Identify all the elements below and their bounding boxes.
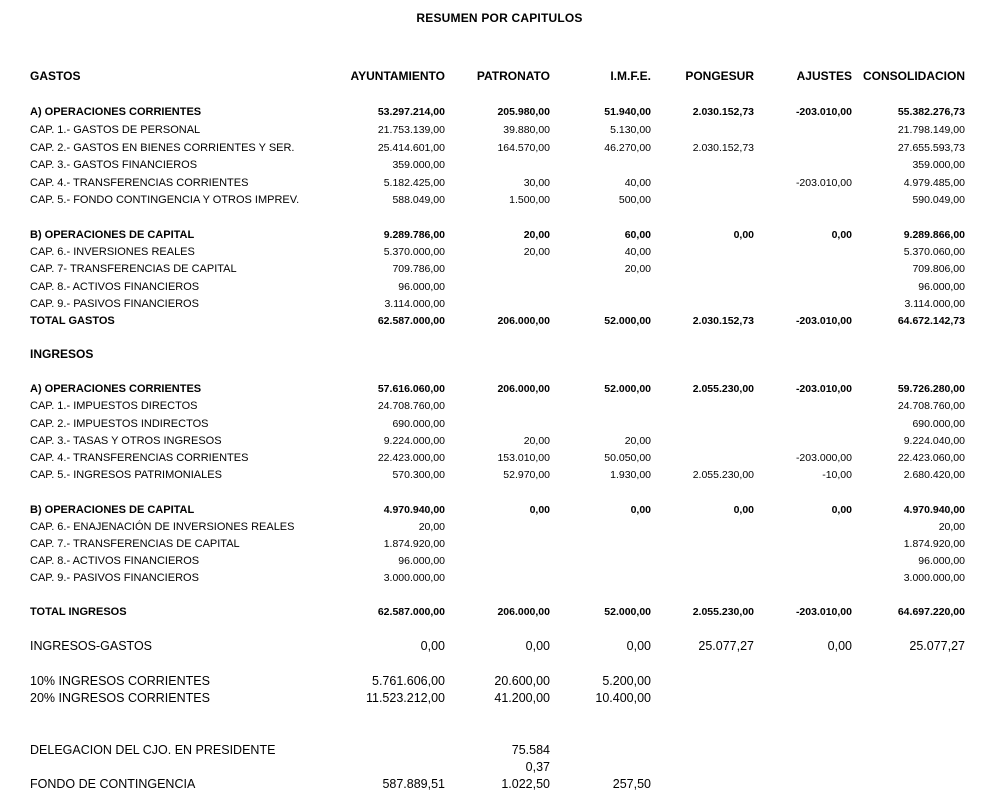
pongesur-cell: 2.055.230,00 <box>692 383 754 395</box>
consolidacion-cell: 4.970.940,00 <box>903 504 965 516</box>
row-label: CAP. 1.- IMPUESTOS DIRECTOS <box>30 400 198 412</box>
ayuntamiento-cell: 11.523.212,00 <box>365 691 445 705</box>
table-row <box>0 467 999 483</box>
imfe-cell: 20,00 <box>624 263 651 275</box>
table-row <box>0 175 999 191</box>
table-row <box>0 261 999 277</box>
section-total-row <box>0 104 999 120</box>
imfe-cell: 10.400,00 <box>595 691 651 705</box>
imfe-cell: 52.000,00 <box>604 606 651 618</box>
table-row <box>0 570 999 586</box>
ayuntamiento-cell: 1.874.920,00 <box>383 538 445 550</box>
patronato-cell: 0,37 <box>525 760 550 774</box>
ayuntamiento-cell: 96.000,00 <box>398 555 445 567</box>
consolidacion-cell: 96.000,00 <box>918 555 965 567</box>
consolidacion-cell: 21.798.149,00 <box>897 124 965 136</box>
row-label: FONDO DE CONTINGENCIA <box>30 777 196 791</box>
ayuntamiento-cell: 57.616.060,00 <box>377 383 445 395</box>
patronato-cell: 1.500,00 <box>509 194 550 206</box>
ingresos-heading: INGRESOS <box>30 347 94 361</box>
row-label: CAP. 7- TRANSFERENCIAS DE CAPITAL <box>30 263 237 275</box>
consolidacion-cell: 5.370.060,00 <box>903 246 965 258</box>
row-label: CAP. 5.- FONDO CONTINGENCIA Y OTROS IMPREV. <box>30 194 300 206</box>
ayuntamiento-cell: 9.224.000,00 <box>383 435 445 447</box>
imfe-cell: 52.000,00 <box>604 315 651 327</box>
patronato-cell: 20,00 <box>523 229 550 241</box>
ayuntamiento-cell: 588.049,00 <box>392 194 445 206</box>
ayuntamiento-cell: 25.414.601,00 <box>377 142 445 154</box>
row-label: CAP. 8.- ACTIVOS FINANCIEROS <box>30 281 200 293</box>
row-label: B) OPERACIONES DE CAPITAL <box>30 229 195 241</box>
table-row <box>0 122 999 138</box>
ayuntamiento-cell: 570.300,00 <box>392 469 445 481</box>
table-row <box>0 192 999 208</box>
ayuntamiento-cell: 3.114.000,00 <box>384 298 445 310</box>
consolidacion-cell: 22.423.060,00 <box>897 452 965 464</box>
ayuntamiento-cell: 62.587.000,00 <box>377 315 445 327</box>
ajustes-cell: 0,00 <box>831 229 852 241</box>
table-row <box>0 553 999 569</box>
column-header-row <box>0 68 999 84</box>
consolidacion-cell: 55.382.276,73 <box>897 106 965 118</box>
pongesur-cell: 2.055.230,00 <box>692 469 754 481</box>
ayuntamiento-cell: 587.889,51 <box>382 777 445 791</box>
imfe-cell: 50.050,00 <box>604 452 651 464</box>
ayuntamiento-cell: 9.289.786,00 <box>383 229 445 241</box>
patronato-cell: 0,00 <box>529 504 550 516</box>
section-total-row <box>0 381 999 397</box>
patronato-cell: 52.970,00 <box>503 469 550 481</box>
pongesur-cell: 2.030.152,73 <box>692 142 754 154</box>
ayuntamiento-cell: 5.370.000,00 <box>383 246 445 258</box>
ajustes-cell: -203.010,00 <box>795 383 852 395</box>
consolidacion-cell: 709.806,00 <box>912 263 965 275</box>
ajustes-cell: -10,00 <box>822 469 852 481</box>
pongesur-cell: 2.030.152,73 <box>692 315 754 327</box>
patronato-cell: 20,00 <box>523 435 550 447</box>
ajustes-cell: AJUSTES <box>796 69 852 83</box>
patronato-cell: 41.200,00 <box>494 691 550 705</box>
consolidacion-cell: 25.077,27 <box>909 639 965 653</box>
row-label: CAP. 4.- TRANSFERENCIAS CORRIENTES <box>30 177 249 189</box>
table-row <box>0 450 999 466</box>
row-label: GASTOS <box>30 69 81 83</box>
consolidacion-cell: 3.114.000,00 <box>904 298 965 310</box>
row-label: CAP. 6.- INVERSIONES REALES <box>30 246 195 258</box>
section-total-row <box>0 502 999 518</box>
imfe-cell: 46.270,00 <box>604 142 651 154</box>
ayuntamiento-cell: 4.970.940,00 <box>383 504 445 516</box>
consolidacion-cell: 4.979.485,00 <box>903 177 965 189</box>
ayuntamiento-cell: 3.000.000,00 <box>383 572 445 584</box>
table-row <box>0 244 999 260</box>
consolidacion-cell: 3.000.000,00 <box>903 572 965 584</box>
consolidacion-cell: 64.697.220,00 <box>897 606 965 618</box>
row-label: CAP. 6.- ENAJENACIÓN DE INVERSIONES REALES <box>30 521 295 533</box>
grand-total-row <box>0 604 999 620</box>
imfe-cell: 40,00 <box>624 246 651 258</box>
table-row <box>0 140 999 156</box>
ayuntamiento-cell: 5.182.425,00 <box>383 177 445 189</box>
imfe-cell: 20,00 <box>624 435 651 447</box>
patronato-cell: 39.880,00 <box>503 124 550 136</box>
consolidacion-cell: 64.672.142,73 <box>897 315 965 327</box>
imfe-cell: 60,00 <box>624 229 651 241</box>
report-title: RESUMEN POR CAPITULOS <box>416 11 583 25</box>
table-row <box>0 398 999 414</box>
consolidacion-cell: 2.680.420,00 <box>903 469 965 481</box>
imfe-cell: 5.130,00 <box>610 124 651 136</box>
patronato-cell: 153.010,00 <box>497 452 550 464</box>
patronato-cell: 206.000,00 <box>497 315 550 327</box>
ayuntamiento-cell: 96.000,00 <box>398 281 445 293</box>
row-label: TOTAL INGRESOS <box>30 606 127 618</box>
table-row <box>0 279 999 295</box>
consolidacion-cell: 96.000,00 <box>918 281 965 293</box>
row-label: CAP. 2.- IMPUESTOS INDIRECTOS <box>30 418 209 430</box>
patronato-cell: 20.600,00 <box>494 674 550 688</box>
imfe-cell: 5.200,00 <box>602 674 651 688</box>
patronato-cell: PATRONATO <box>476 69 550 83</box>
consolidacion-cell: 9.289.866,00 <box>903 229 965 241</box>
consolidacion-cell: 20,00 <box>938 521 965 533</box>
patronato-cell: 164.570,00 <box>497 142 550 154</box>
patronato-cell: 206.000,00 <box>497 606 550 618</box>
row-label: CAP. 3.- GASTOS FINANCIEROS <box>30 159 198 171</box>
consolidacion-cell: 690.000,00 <box>912 418 965 430</box>
ajustes-cell: 0,00 <box>831 504 852 516</box>
row-label: CAP. 1.- GASTOS DE PERSONAL <box>30 124 201 136</box>
section-total-row <box>0 227 999 243</box>
ayuntamiento-cell: 62.587.000,00 <box>377 606 445 618</box>
imfe-cell: 0,00 <box>630 504 651 516</box>
ajustes-cell: -203.010,00 <box>795 106 852 118</box>
consolidacion-cell: 590.049,00 <box>912 194 965 206</box>
row-label: CAP. 8.- ACTIVOS FINANCIEROS <box>30 555 200 567</box>
percentage-row <box>0 690 999 706</box>
consolidacion-cell: 1.874.920,00 <box>903 538 965 550</box>
ayuntamiento-cell: 53.297.214,00 <box>377 106 445 118</box>
patronato-cell: 206.000,00 <box>497 383 550 395</box>
row-label: 10% INGRESOS CORRIENTES <box>30 674 210 688</box>
table-row <box>0 416 999 432</box>
ajustes-cell: 0,00 <box>827 639 852 653</box>
ajustes-cell: -203.010,00 <box>795 315 852 327</box>
row-label: CAP. 9.- PASIVOS FINANCIEROS <box>30 298 199 310</box>
ayuntamiento-cell: 22.423.000,00 <box>377 452 445 464</box>
row-label: B) OPERACIONES DE CAPITAL <box>30 504 195 516</box>
ajustes-cell: -203.000,00 <box>795 452 852 464</box>
percentage-row <box>0 673 999 689</box>
pongesur-cell: 2.030.152,73 <box>692 106 754 118</box>
patronato-cell: 20,00 <box>523 246 550 258</box>
row-label: A) OPERACIONES CORRIENTES <box>30 106 202 118</box>
imfe-cell: 1.930,00 <box>610 469 651 481</box>
ajustes-cell: -203.010,00 <box>795 606 852 618</box>
row-label: 20% INGRESOS CORRIENTES <box>30 691 210 705</box>
row-label: CAP. 5.- INGRESOS PATRIMONIALES <box>30 469 222 481</box>
patronato-cell: 30,00 <box>523 177 550 189</box>
ayuntamiento-cell: 690.000,00 <box>392 418 445 430</box>
table-row <box>0 519 999 535</box>
row-label: INGRESOS-GASTOS <box>30 639 153 653</box>
grand-total-row <box>0 313 999 329</box>
consolidacion-cell: 24.708.760,00 <box>897 400 965 412</box>
fondo-row <box>0 776 999 792</box>
ayuntamiento-cell: 20,00 <box>418 521 445 533</box>
imfe-cell: 0,00 <box>626 639 651 653</box>
row-label: CAP. 2.- GASTOS EN BIENES CORRIENTES Y SER. <box>30 142 295 154</box>
ajustes-cell: -203.010,00 <box>795 177 852 189</box>
consolidacion-cell: 359.000,00 <box>912 159 965 171</box>
ayuntamiento-cell: 709.786,00 <box>392 263 445 275</box>
row-label: CAP. 3.- TASAS Y OTROS INGRESOS <box>30 435 222 447</box>
pongesur-cell: 25.077,27 <box>698 639 754 653</box>
consolidacion-cell: 59.726.280,00 <box>897 383 965 395</box>
patronato-cell: 0,00 <box>525 639 550 653</box>
imfe-cell: 500,00 <box>618 194 651 206</box>
consolidacion-cell: CONSOLIDACION <box>863 69 965 83</box>
patronato-cell: 75.584 <box>511 743 550 757</box>
row-label: CAP. 4.- TRANSFERENCIAS CORRIENTES <box>30 452 249 464</box>
pongesur-cell: 0,00 <box>733 504 754 516</box>
table-row <box>0 296 999 312</box>
patronato-cell: 205.980,00 <box>497 106 550 118</box>
consolidacion-cell: 9.224.040,00 <box>903 435 965 447</box>
imfe-cell: 52.000,00 <box>604 383 651 395</box>
delegacion-row <box>0 742 999 758</box>
imfe-cell: 40,00 <box>624 177 651 189</box>
imfe-cell: 51.940,00 <box>604 106 651 118</box>
ayuntamiento-cell: AYUNTAMIENTO <box>350 69 445 83</box>
patronato-cell: 1.022,50 <box>501 777 550 791</box>
table-row <box>0 433 999 449</box>
pongesur-cell: PONGESUR <box>685 69 754 83</box>
ayuntamiento-cell: 5.761.606,00 <box>372 674 445 688</box>
row-label: CAP. 7.- TRANSFERENCIAS DE CAPITAL <box>30 538 240 550</box>
ayuntamiento-cell: 21.753.139,00 <box>377 124 445 136</box>
table-row <box>0 536 999 552</box>
pongesur-cell: 2.055.230,00 <box>692 606 754 618</box>
ayuntamiento-cell: 24.708.760,00 <box>377 400 445 412</box>
ayuntamiento-cell: 359.000,00 <box>392 159 445 171</box>
row-label: CAP. 9.- PASIVOS FINANCIEROS <box>30 572 199 584</box>
row-label: DELEGACION DEL CJO. EN PRESIDENTE <box>30 743 276 757</box>
row-label: TOTAL GASTOS <box>30 315 115 327</box>
table-row <box>0 157 999 173</box>
delegacion-extra-row <box>0 759 999 775</box>
difference-row <box>0 638 999 654</box>
imfe-cell: 257,50 <box>612 777 651 791</box>
consolidacion-cell: 27.655.593,73 <box>897 142 965 154</box>
pongesur-cell: 0,00 <box>733 229 754 241</box>
ayuntamiento-cell: 0,00 <box>420 639 445 653</box>
imfe-cell: I.M.F.E. <box>610 69 651 83</box>
row-label: A) OPERACIONES CORRIENTES <box>30 383 202 395</box>
